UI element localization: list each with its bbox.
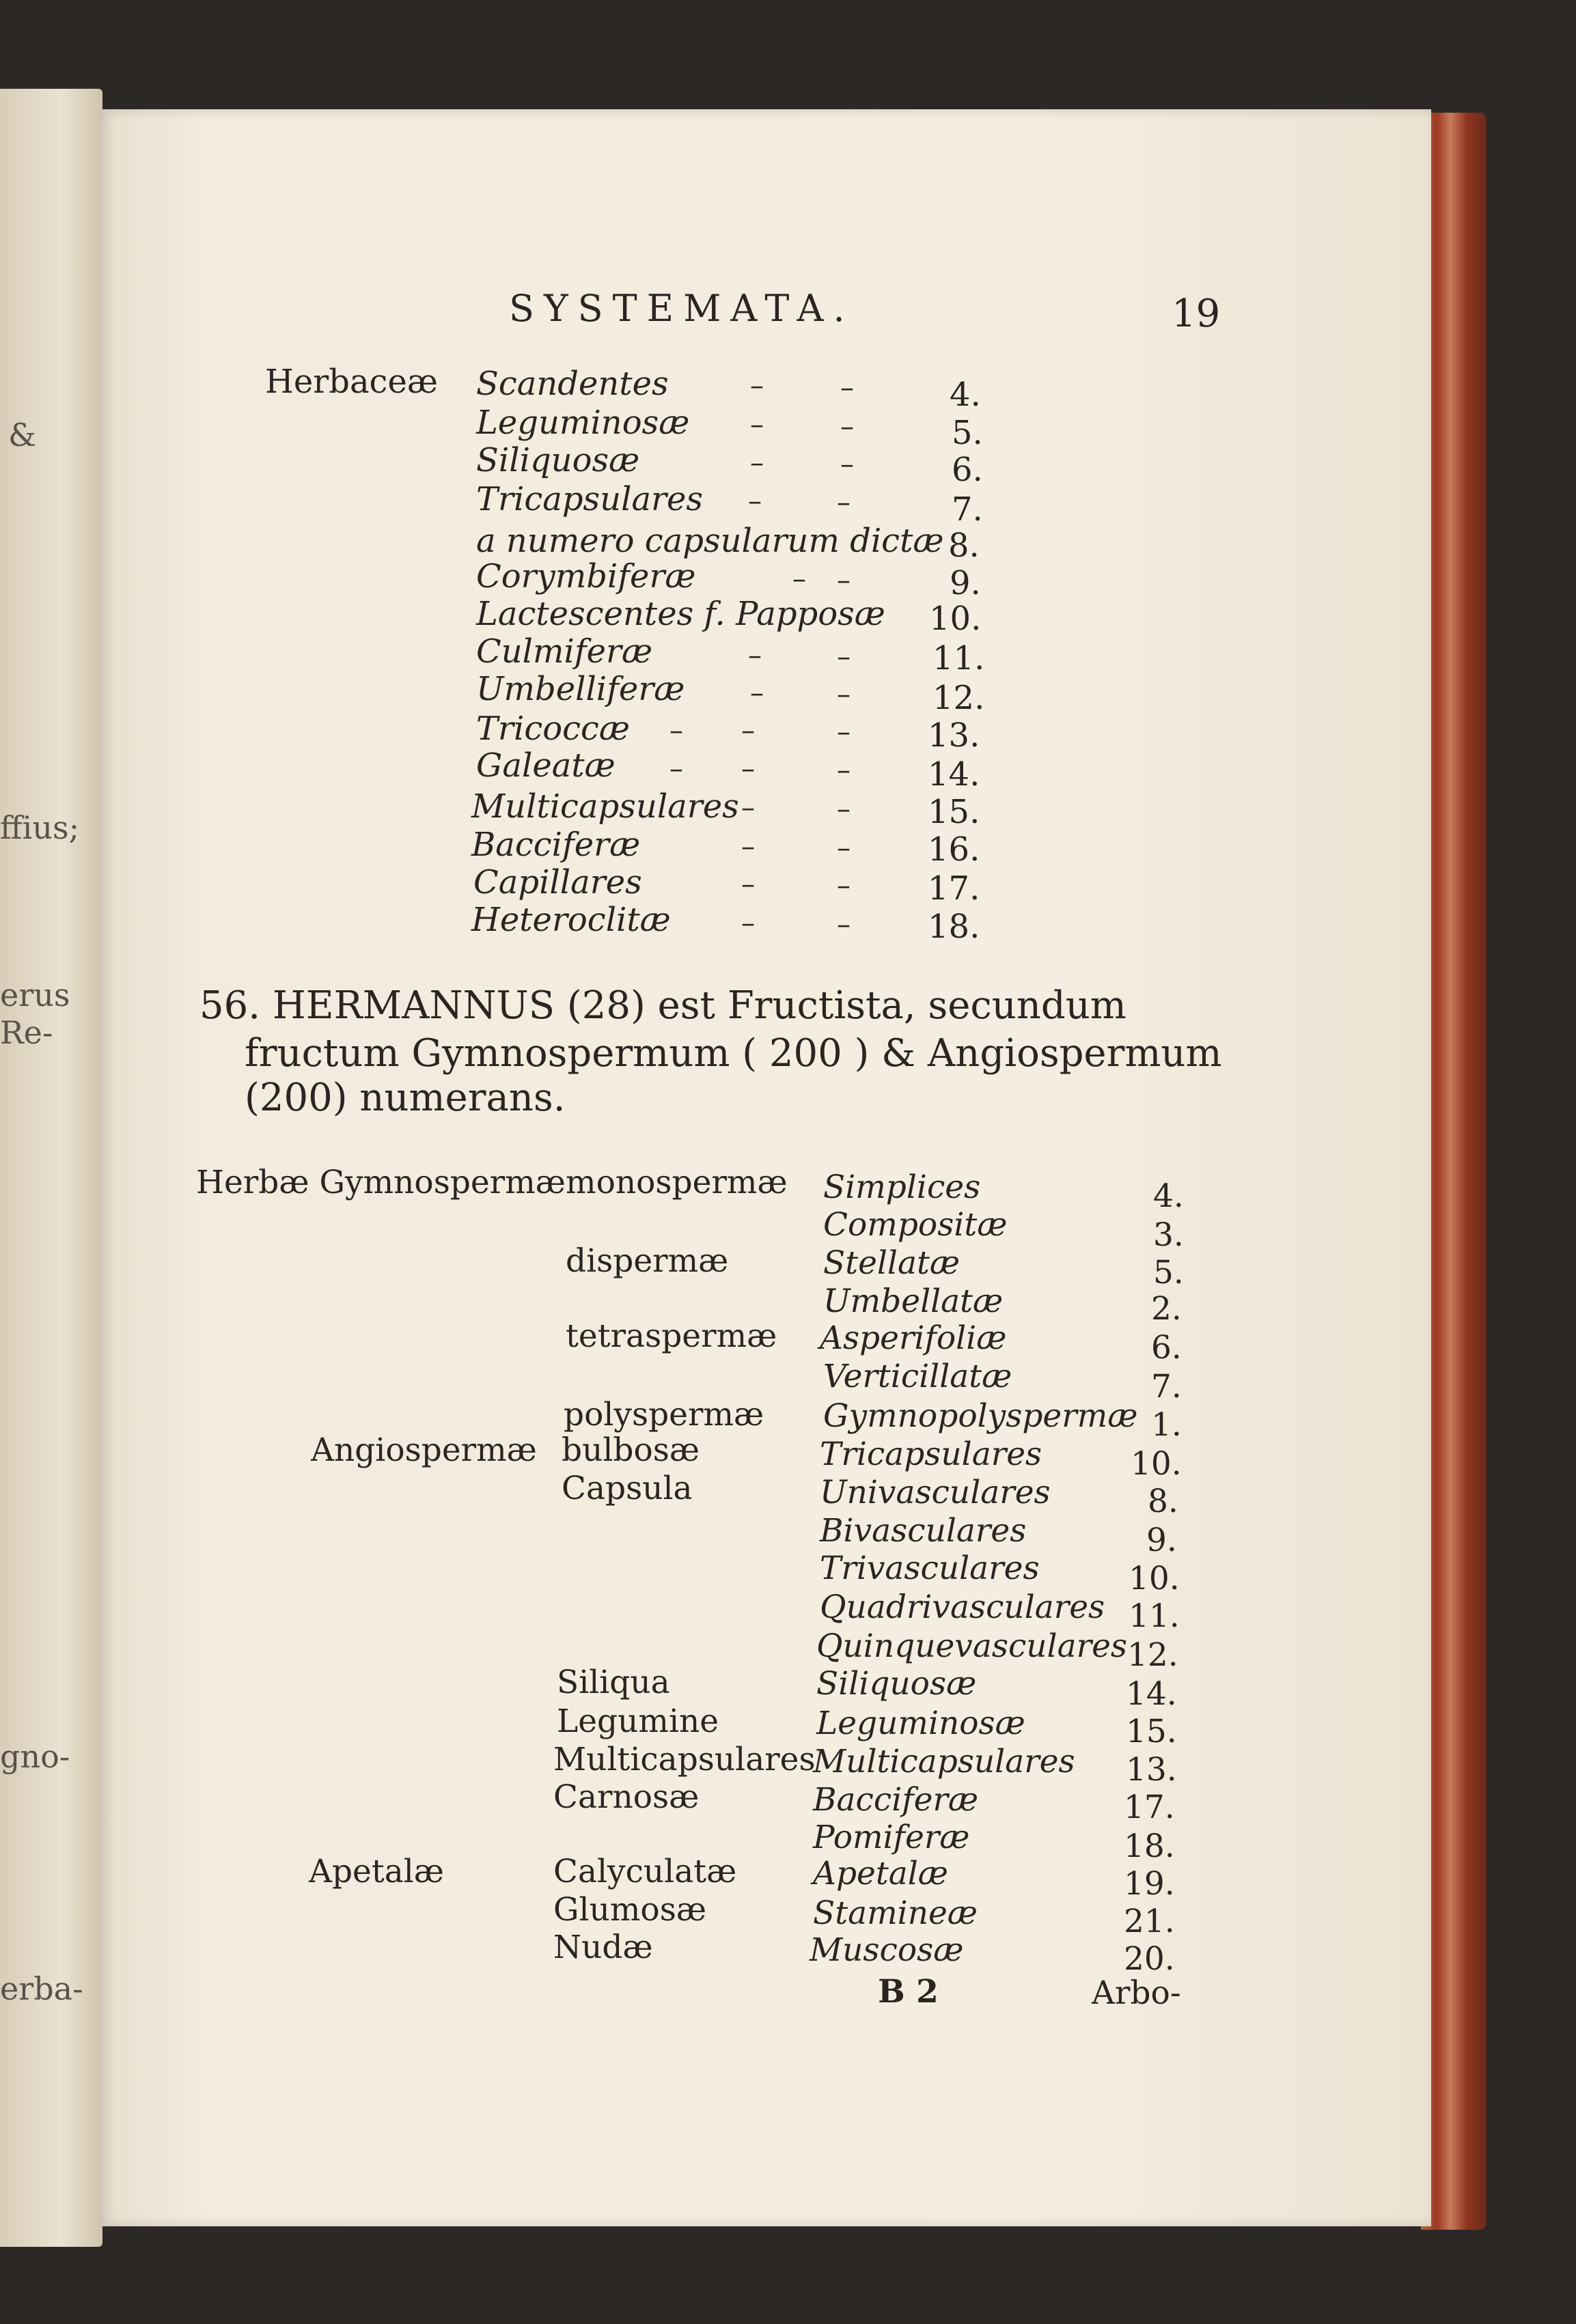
leader-dash: – (741, 715, 755, 746)
subgroup-label: Glumosæ (553, 1891, 707, 1929)
class-number: 12. (1127, 1636, 1178, 1674)
class-number: 1. (1151, 1406, 1182, 1444)
leader-dash: – (840, 411, 854, 443)
class-name: Tricapsulares (820, 1436, 1042, 1473)
subgroup-label: dispermæ (566, 1242, 729, 1280)
class-name: Tricoccæ (476, 710, 630, 748)
leader-dash: – (837, 832, 851, 864)
leader-dash: – (748, 640, 762, 671)
class-number: 7. (1151, 1368, 1182, 1405)
class-name: Multicapsulares (471, 787, 739, 826)
leader-dash: – (741, 792, 755, 824)
class-number: 10. (929, 600, 982, 638)
paragraph-line: 56. HERMANNUS (28) est Fructista, secundum (199, 983, 1126, 1028)
class-number: 10. (1129, 1560, 1180, 1597)
leader-dash: – (837, 909, 851, 940)
class-name: Capillares (473, 863, 642, 901)
leader-dash: – (837, 565, 851, 596)
class-name: Stamineæ (813, 1894, 978, 1932)
class-name: Tricapsulares (476, 480, 704, 518)
paragraph-line: fructum Gymnospermum ( 200 ) & Angiospermum (245, 1031, 1222, 1076)
left-fragment: erba- (0, 1970, 83, 2007)
subgroup-label: Calyculatæ (553, 1853, 737, 1890)
class-name: Gymnopolyspermæ (823, 1397, 1138, 1435)
leader-dash: – (750, 370, 764, 402)
class-name: Siliquosæ (476, 441, 640, 479)
class-name: Bacciferæ (813, 1781, 979, 1819)
class-name: Leguminosæ (476, 404, 690, 442)
leader-dash: – (837, 679, 851, 710)
subgroup-label: Legumine (557, 1703, 719, 1740)
class-number: 18. (1124, 1828, 1175, 1865)
leader-dash: – (837, 641, 851, 673)
class-name: Quadrivasculares (820, 1588, 1105, 1626)
class-number: 14. (1126, 1675, 1177, 1713)
class-name: Verticillatæ (823, 1358, 1012, 1395)
leader-dash: – (741, 908, 755, 939)
class-number: 15. (1126, 1713, 1177, 1750)
class-number: 13. (1126, 1751, 1177, 1789)
class-name: Culmiferæ (476, 632, 653, 671)
class-name: Simplices (823, 1168, 981, 1206)
subgroup-label: monospermæ (566, 1164, 788, 1201)
subgroup-label: Siliqua (557, 1664, 670, 1701)
class-number: 21. (1124, 1903, 1175, 1940)
class-number: 15. (928, 793, 980, 831)
subgroup-label: Carnosæ (553, 1778, 700, 1816)
class-name: Stellatæ (823, 1244, 960, 1282)
class-number: 13. (928, 716, 980, 755)
leader-dash: – (837, 716, 851, 748)
class-number: 18. (928, 908, 980, 946)
class-number: 9. (1146, 1522, 1177, 1559)
subgroup-label: Multicapsulares (553, 1741, 816, 1778)
page-number: 19 (1172, 292, 1221, 336)
class-name: Lactescentes f. Papposæ (476, 595, 885, 633)
class-number: 16. (928, 830, 980, 869)
class-number: 14. (928, 755, 980, 794)
class-number: 6. (1151, 1329, 1182, 1367)
left-fragment: gno- (0, 1738, 70, 1775)
class-number: 19. (1124, 1865, 1175, 1903)
leader-dash: – (837, 870, 851, 901)
paragraph-line: (200) numerans. (245, 1076, 566, 1120)
class-number: 12. (932, 679, 985, 717)
class-name: Umbelliferæ (476, 670, 685, 708)
leader-dash: – (837, 794, 851, 825)
left-fragment: Re- (0, 1014, 53, 1051)
class-name: Scandentes (476, 365, 669, 403)
subgroup-label: tetraspermæ (566, 1317, 777, 1355)
class-name: a numero capsularum dictæ (476, 522, 944, 560)
class-name: Siliquosæ (816, 1665, 977, 1703)
leader-dash: – (669, 715, 683, 746)
class-number: 5. (1153, 1254, 1184, 1291)
subgroup-label: bulbosæ (562, 1431, 700, 1469)
catchword: Arbo- (1092, 1974, 1181, 2012)
class-number: 9. (950, 564, 981, 602)
class-number: 4. (1153, 1177, 1184, 1215)
class-name: Corymbiferæ (476, 557, 696, 596)
group-label: Angiospermæ (311, 1431, 537, 1469)
class-name: Galeatæ (476, 746, 616, 785)
class-name: Heteroclitæ (471, 901, 671, 939)
left-page (0, 89, 102, 2247)
subgroup-label: Capsula (562, 1470, 693, 1507)
class-number: 7. (952, 490, 983, 529)
class-name: Muscosæ (810, 1931, 964, 1969)
class-name: Compositæ (823, 1206, 1008, 1244)
class-number: 17. (928, 869, 980, 908)
leader-dash: – (741, 831, 755, 863)
subgroup-label: polyspermæ (564, 1396, 764, 1433)
left-fragment: erus (0, 977, 70, 1013)
leader-dash: – (748, 486, 762, 517)
leader-dash: – (750, 677, 764, 709)
group-label: Herbæ Gymnospermæ (196, 1164, 566, 1201)
class-name: Trivasculares (820, 1550, 1040, 1587)
leader-dash: – (792, 563, 806, 595)
group-label: Apetalæ (309, 1853, 444, 1890)
running-title: SYSTEMATA. (509, 287, 855, 330)
class-number: 10. (1131, 1445, 1182, 1483)
class-name: Apetalæ (813, 1855, 948, 1892)
leader-dash: – (840, 372, 854, 404)
class-name: Asperifoliæ (820, 1319, 1007, 1357)
class-name: Multicapsulares (813, 1743, 1075, 1780)
class-name: Bacciferæ (471, 826, 641, 864)
left-fragment: & (8, 417, 36, 453)
subgroup-label: Nudæ (553, 1929, 653, 1966)
leader-dash: – (750, 447, 764, 479)
class-number: 11. (932, 639, 985, 677)
class-number: 3. (1153, 1216, 1184, 1254)
leader-dash: – (837, 487, 851, 518)
signature-mark: B 2 (878, 1973, 939, 2011)
class-number: 5. (952, 414, 983, 452)
class-name: Univasculares (820, 1474, 1051, 1511)
class-name: Bivasculares (820, 1512, 1027, 1550)
class-name: Leguminosæ (816, 1705, 1025, 1742)
group-label-herbaceae: Herbaceæ (265, 363, 438, 401)
leader-dash: – (840, 449, 854, 480)
class-number: 6. (952, 451, 983, 489)
class-number: 11. (1129, 1597, 1180, 1635)
class-name: Umbellatæ (823, 1283, 1004, 1320)
class-name: Pomiferæ (813, 1819, 970, 1856)
class-number: 17. (1124, 1789, 1175, 1826)
leader-dash: – (750, 409, 764, 440)
leader-dash: – (741, 753, 755, 785)
left-fragment: ffius; (0, 809, 80, 846)
class-number: 8. (1148, 1483, 1178, 1520)
class-number: 8. (948, 527, 980, 565)
class-number: 20. (1124, 1940, 1175, 1978)
class-name: Quinquevasculares (816, 1627, 1128, 1665)
class-number: 4. (950, 376, 981, 414)
leader-dash: – (669, 753, 683, 785)
leader-dash: – (741, 869, 755, 900)
class-number: 2. (1151, 1290, 1182, 1328)
leader-dash: – (837, 755, 851, 786)
